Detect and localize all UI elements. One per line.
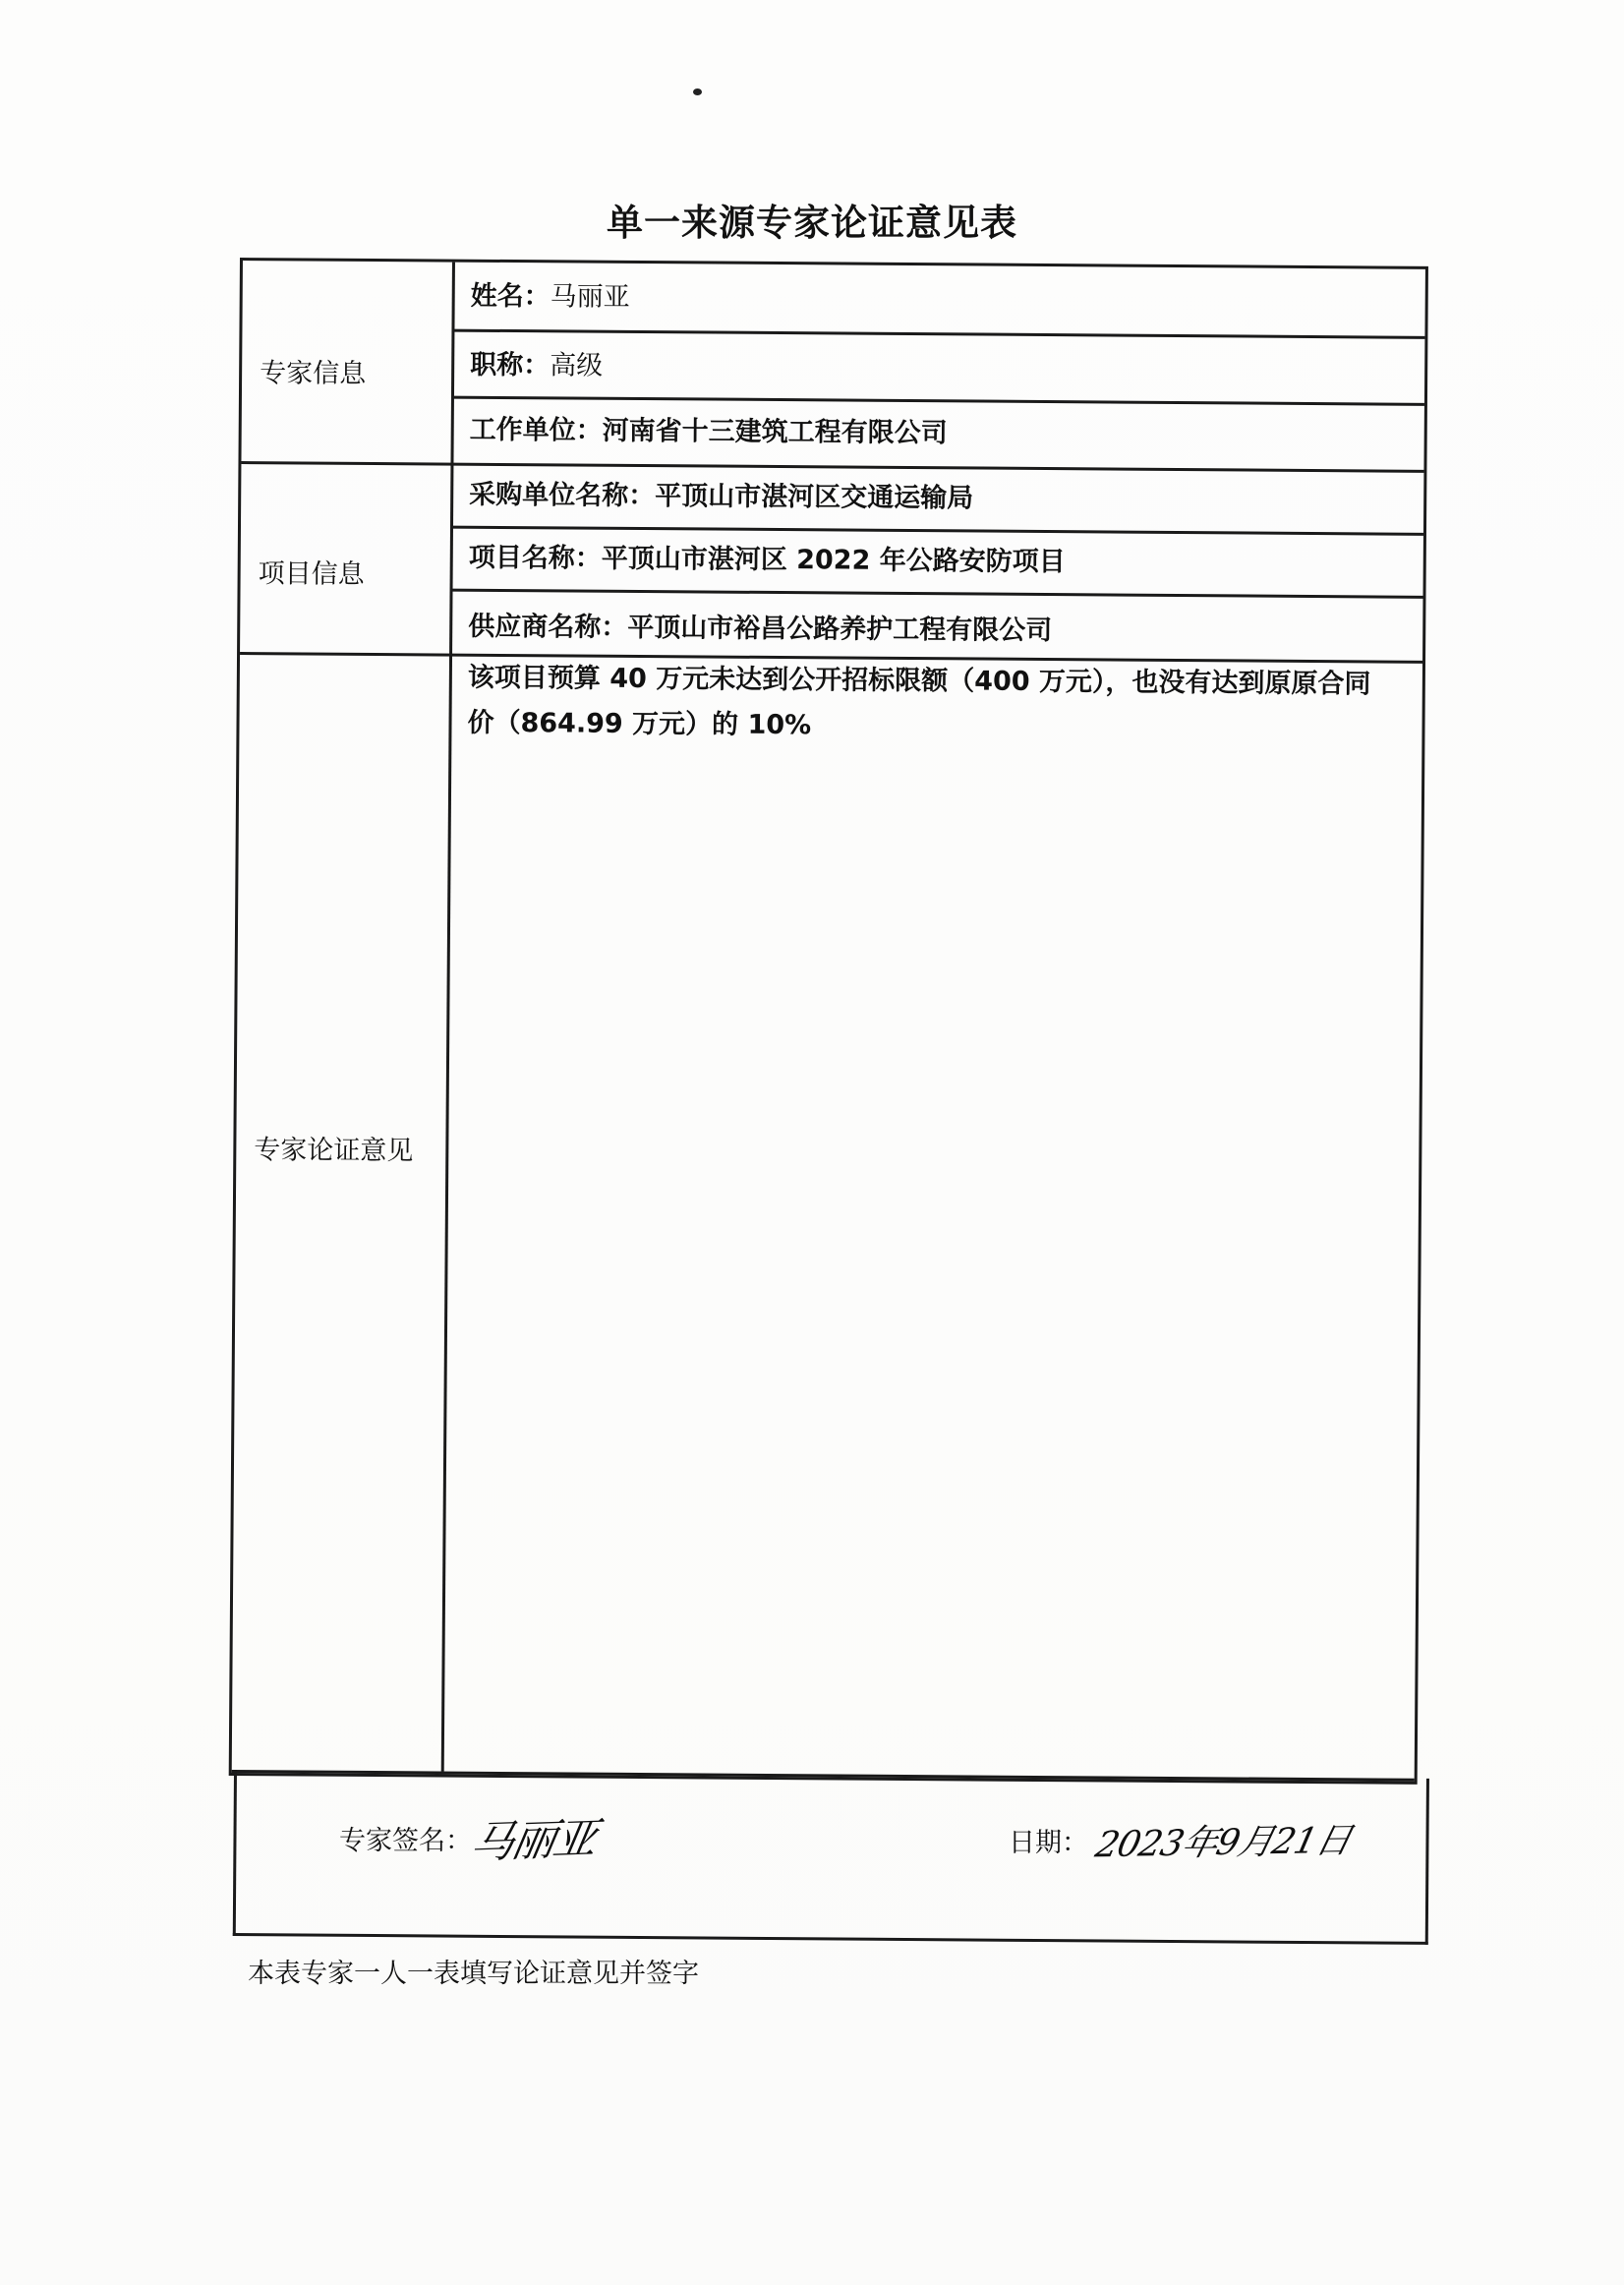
divider-row-rank bbox=[452, 396, 1424, 406]
supplier-value: 平顶山市裕昌公路养护工程有限公司 bbox=[627, 612, 1053, 647]
purchaser-field bbox=[469, 473, 973, 515]
expert-employer-label: 工作单位： bbox=[469, 414, 603, 446]
opinion-label: 专家论证意见 bbox=[254, 1135, 414, 1167]
expert-name-label: 姓名： bbox=[470, 280, 551, 313]
expert-rank-value: 高级 bbox=[550, 350, 604, 381]
project-info-label: 项目信息 bbox=[258, 558, 365, 590]
scan-speck bbox=[693, 88, 702, 95]
project-name-label: 项目名称： bbox=[468, 542, 602, 574]
expert-rank-field bbox=[470, 343, 603, 382]
signature-label: 专家签名： bbox=[339, 1826, 472, 1856]
date-label: 日期： bbox=[1009, 1828, 1088, 1858]
divider-row-purchaser bbox=[451, 526, 1423, 536]
expert-rank-label: 职称： bbox=[470, 349, 551, 381]
expert-employer-value: 河南省十三建筑工程有限公司 bbox=[602, 415, 948, 449]
opinion-line-1: 该项目预算 40 万元未达到公开招标限额（400 万元），也没有达到原原合同 bbox=[467, 662, 1371, 700]
purchaser-value: 平顶山市湛河区交通运输局 bbox=[655, 481, 974, 514]
document-title: 单一来源专家论证意见表 bbox=[607, 202, 1017, 244]
expert-name-field bbox=[471, 274, 630, 314]
divider-row-project bbox=[451, 589, 1423, 599]
handwritten-date: 2023年9月21日 bbox=[1091, 1820, 1356, 1866]
form-table bbox=[229, 258, 1428, 1785]
footer-note: 本表专家一人一表填写论证意见并签字 bbox=[248, 1959, 699, 1989]
project-name-field bbox=[469, 536, 1066, 578]
opinion-text bbox=[467, 656, 1402, 753]
expert-name-value: 马丽亚 bbox=[550, 281, 630, 313]
supplier-label: 供应商名称： bbox=[468, 611, 628, 643]
project-name-value: 平顶山市湛河区 2022 年公路安防项目 bbox=[601, 543, 1066, 578]
label-column bbox=[232, 261, 455, 1772]
opinion-line-2: 价（864.99 万元）的 10% bbox=[467, 707, 812, 741]
divider-row-name bbox=[452, 329, 1424, 339]
supplier-field bbox=[468, 605, 1052, 647]
purchaser-label: 采购单位名称： bbox=[469, 479, 656, 512]
handwritten-signature: 马丽亚 bbox=[466, 1813, 600, 1869]
expert-info-label: 专家信息 bbox=[260, 358, 367, 389]
expert-employer-field bbox=[470, 408, 948, 450]
